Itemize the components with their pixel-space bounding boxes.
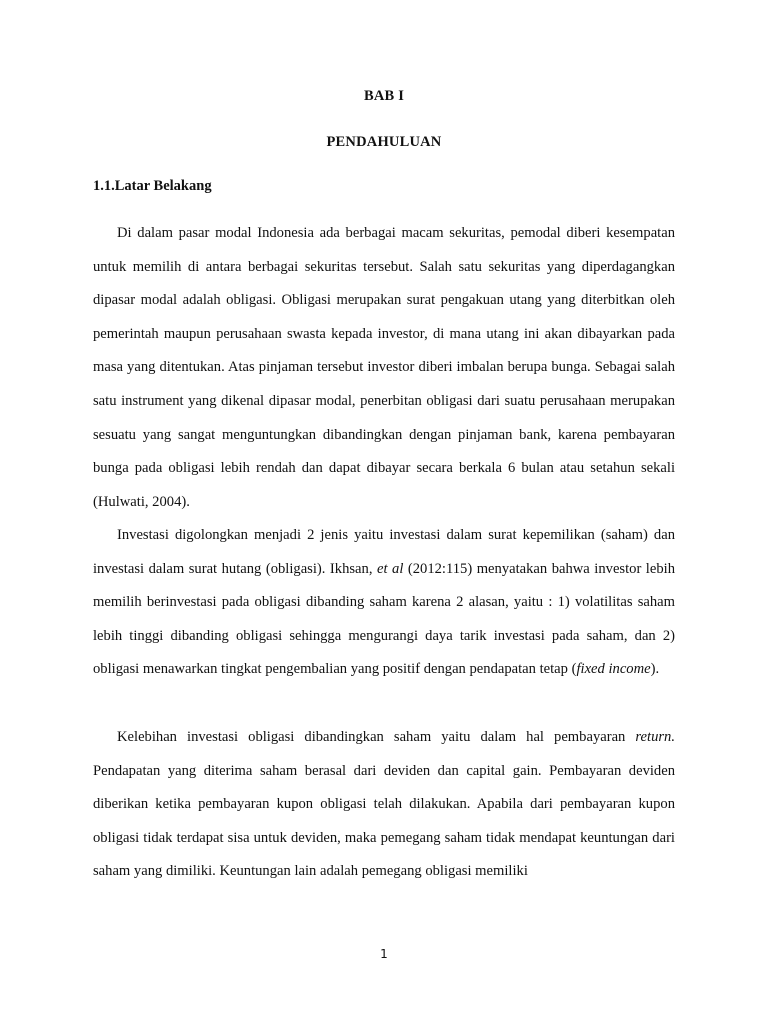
paragraph-1-text: Di dalam pasar modal Indonesia ada berbagai macam sekuritas, pemodal diberi kesempatan untuk memilih di antara berbagai sekuritas tersebut. Salah satu sekuritas yang diperdagangkan dipasar modal adalah obligasi. Obligasi merupakan surat pengakuan utang yang diterbitkan oleh pemerintah maupun perusahaan swasta kepada investor, di mana utang ini akan dibayarkan pada masa yang ditentukan. Atas pinjaman tersebut investor diberi imbalan berupa bunga. Sebagai salah satu instrument yang dikenal dipasar modal, penerbitan obligasi dari suatu perusahaan merupakan sesuatu yang sangat menguntungkan dibandingkan dengan pinjaman bank, karena pembayaran bunga pada obligasi lebih rendah dan dapat dibayar secara berkala 6 bulan atau setahun sekali (Hulwati, 2004).	[93, 225, 675, 510]
paragraph-2	[93, 519, 675, 687]
paragraph-2-italic-2: fixed income	[576, 661, 651, 678]
paragraph-3-italic-1: return.	[635, 729, 675, 745]
paragraph-2-part-1: Investasi digolongkan menjadi 2 jenis yaitu investasi dalam surat kepemilikan (saham) dan investasi dalam surat hutang (obligasi). Ikhsan,	[93, 527, 675, 577]
chapter-title: PENDAHULUAN	[326, 134, 442, 150]
paragraph-3	[93, 721, 675, 889]
paragraph-3-part-2: Pendapatan yang diterima saham berasal dari deviden dan capital gain. Pembayaran deviden diberikan ketika pembayaran kupon obligasi telah dilakukan. Apabila dari pembayaran kupon obligasi tidak terdapat sisa untuk deviden, maka pemegang saham tidak mendapat keuntungan dari saham yang dimiliki. Keuntungan lain adalah pemegang obligasi memiliki	[93, 762, 675, 880]
paragraph-1	[93, 217, 675, 519]
page-number: 1	[380, 947, 388, 961]
chapter-number: BAB I	[363, 88, 405, 104]
paragraph-3-text	[93, 721, 675, 889]
section-heading: 1.1.Latar Belakang	[93, 178, 212, 194]
paragraph-2-italic-1: et al	[376, 560, 404, 577]
paragraph-2-part-2: (2012:115) menyatakan bahwa investor lebih memilih berinvestasi pada obligasi dibanding saham karena 2 alasan, yaitu : 1) volatilitas saham lebih tinggi dibanding obligasi sehingga mengurangi daya tarik investasi pada saham, dan 2) obligasi menawarkan tingkat pengembalian yang positif dengan pendapatan tetap (	[93, 560, 675, 678]
paragraph-2-text	[93, 519, 675, 687]
paragraph-3-part-1: Kelebihan investasi obligasi dibandingkan saham yaitu dalam hal pembayaran	[117, 729, 636, 745]
paragraph-2-part-3: ).	[650, 661, 660, 678]
